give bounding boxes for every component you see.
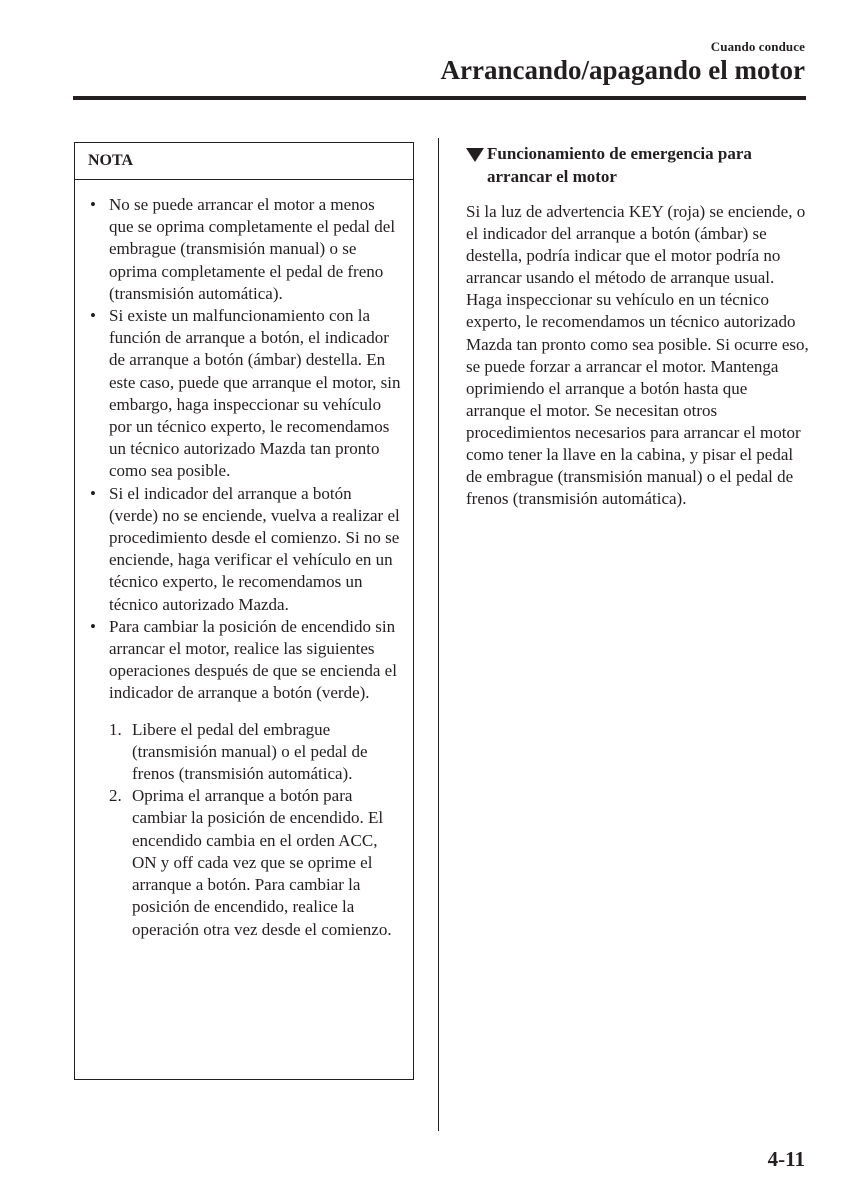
- step-number: 1.: [109, 719, 122, 739]
- note-bullet-text: Si el indicador del arranque a botón (verde) no se enciende, vuelva a realizar el procedimiento desde el comienzo. Si no se enciende, haga verificar el vehículo en un técnico experto, le recomendamos un técnico autorizado Mazda.: [109, 483, 400, 614]
- note-bullet-text: Para cambiar la posición de encendido sin arrancar el motor, realice las siguientes operaciones después de que se encienda el indicador de arranque a botón (verde).: [109, 616, 397, 703]
- note-bullet-text: No se puede arrancar el motor a menos que se oprima completamente el pedal del embrague (transmisión manual) o se oprima completamente el pedal de freno (transmisión automática).: [109, 195, 396, 303]
- note-step-item: [88, 719, 403, 786]
- emergency-heading: [466, 143, 811, 188]
- note-bullet-item: [88, 483, 403, 616]
- note-bullet-list: [88, 194, 403, 705]
- page-title: Arrancando/apagando el motor: [440, 55, 805, 85]
- page-number: 4-11: [767, 1147, 805, 1171]
- note-body: [75, 180, 413, 941]
- column-divider: [438, 138, 439, 1131]
- emergency-section: [466, 143, 811, 510]
- triangle-down-icon: [466, 148, 484, 162]
- bullet-icon: •: [90, 483, 96, 503]
- note-bullet-item: [88, 194, 403, 305]
- step-text: Oprima el arranque a botón para cambiar la posición de encendido. El encendido cambia en el orden ACC, ON y off cada vez que se oprime el arranque a botón. Para cambiar la posición de encendido, realice la operación otra vez desde el comienzo.: [132, 786, 392, 939]
- title-rule: [73, 96, 806, 100]
- bullet-icon: •: [90, 616, 96, 636]
- emergency-body: Si la luz de advertencia KEY (roja) se enciende, o el indicador del arranque a botón (ámbar) se destella, podría indicar que el motor podría no arrancar usando el método de arranque usual. Haga inspeccionar su vehículo en un técnico experto, le recomendamos un técnico autorizado Mazda tan pronto como sea posible. Si ocurre eso, se puede forzar a arrancar el motor. Mantenga oprimiendo el arranque a botón hasta que arranque el motor. Se necesitan otros procedimientos necesarios para arrancar el motor como tener la llave en la cabina, y pisar el pedal de embrague (transmisión manual) o el pedal de frenos (transmisión automática).: [466, 202, 809, 509]
- bullet-icon: •: [90, 306, 96, 326]
- emergency-heading-text: Funcionamiento de emergencia para arrancar el motor: [487, 144, 752, 186]
- note-step-list: [88, 719, 403, 941]
- note-label: NOTA: [75, 143, 413, 180]
- note-bullet-text: Si existe un malfuncionamiento con la función de arranque a botón, el indicador de arranque a botón (ámbar) destella. En este caso, puede que arranque el motor, sin embargo, haga inspeccionar su vehículo por un técnico experto, le recomendamos un técnico autorizado Mazda tan pronto como sea posible.: [109, 306, 401, 481]
- note-bullet-item: [88, 305, 403, 483]
- note-step-item: [88, 785, 403, 940]
- step-text: Libere el pedal del embrague (transmisión manual) o el pedal de frenos (transmisión automática).: [132, 719, 368, 784]
- note-box: [74, 142, 414, 1080]
- bullet-icon: •: [90, 195, 96, 214]
- note-bullet-item: [88, 616, 403, 705]
- step-number: 2.: [109, 786, 122, 806]
- section-label: Cuando conduce: [710, 39, 805, 54]
